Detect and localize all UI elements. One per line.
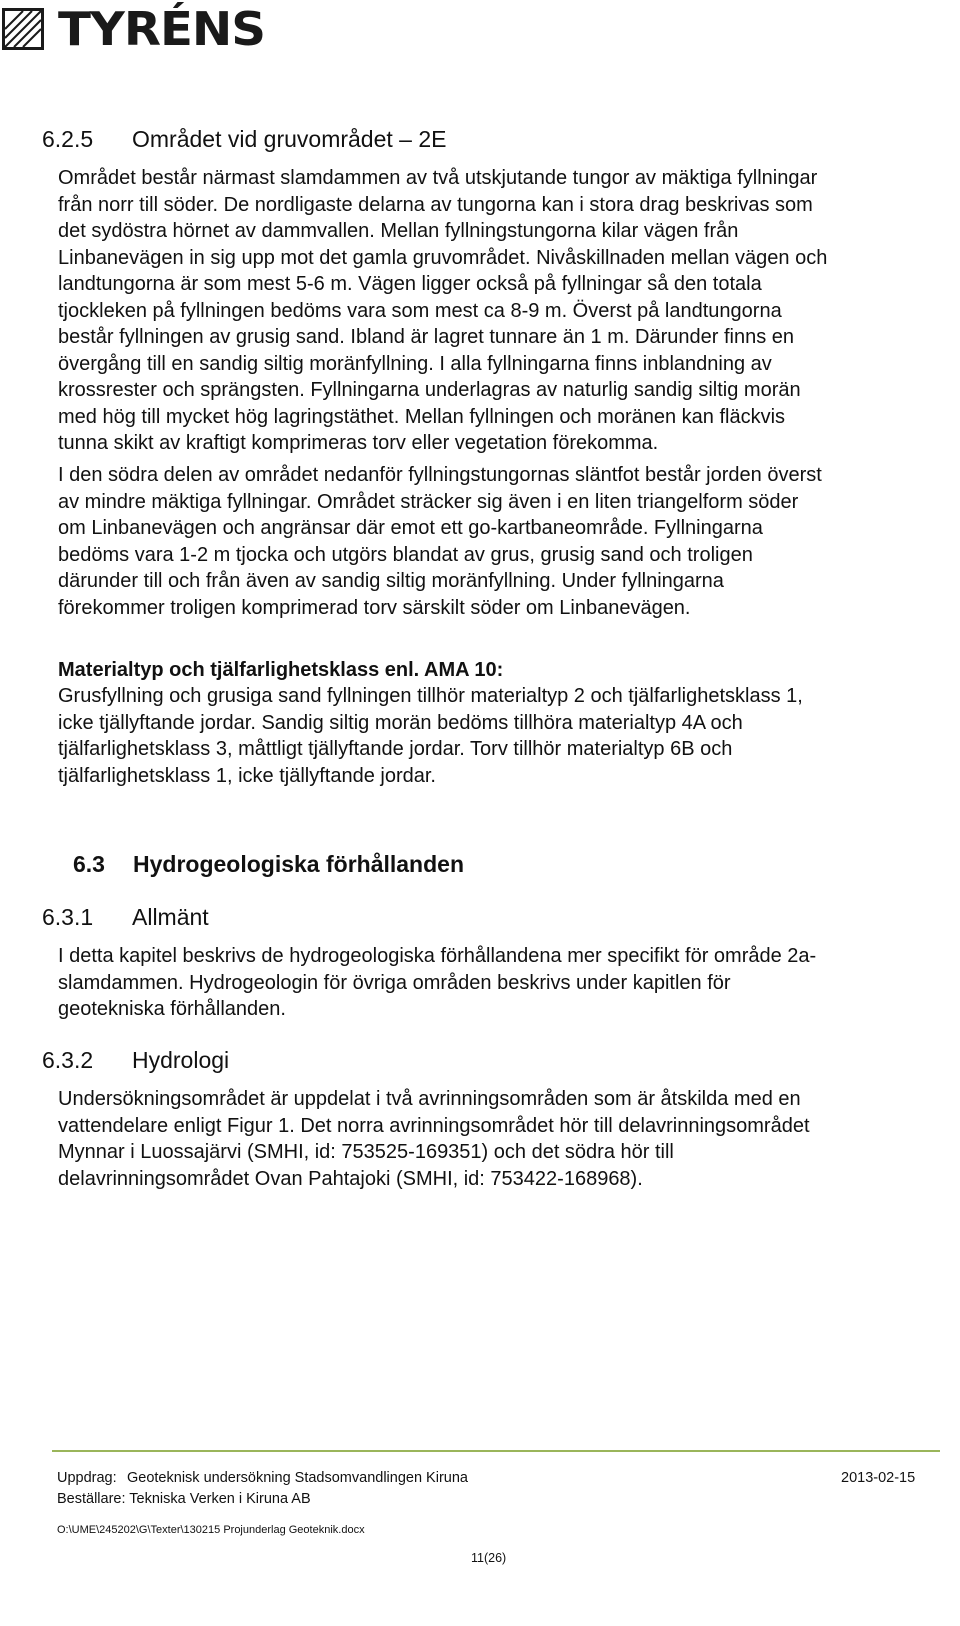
text-line: tjälfarlighetsklass 1, icke tjällyftande jordar. xyxy=(58,764,436,787)
footer-assignment-label: Uppdrag: xyxy=(57,1470,117,1486)
text-line: därunder till och från även av sandig siltig moränfyllning. Under fyllningarna xyxy=(58,570,724,592)
section-title: Området vid gruvområdet – 2E xyxy=(132,126,447,152)
text-line: av mindre mäktiga fyllningar. Området sträcker sig även i en liten triangelform söder xyxy=(58,490,799,513)
paragraph-general xyxy=(58,943,940,1023)
tyrens-square-logo-icon xyxy=(2,8,44,50)
section-number: 6.3 xyxy=(73,851,105,877)
text-line: förekommer troligen komprimerad torv särskilt söder om Linbanevägen. xyxy=(58,596,691,619)
paragraph-southern-area xyxy=(58,462,940,621)
text-line: geotekniska förhållanden. xyxy=(58,998,286,1020)
text-line: tjälfarlighetsklass 3, måttligt tjällyftande jordar. Torv tillhör materialtyp 6B och xyxy=(58,738,733,760)
paragraph-hydrology xyxy=(58,1086,940,1192)
text-line: Grusfyllning och grusiga sand fyllningen tillhör materialtyp 2 och tjälfarlighetsklass 1, xyxy=(58,685,803,707)
text-line: vattendelare enligt Figur 1. Det norra avrinningsområdet hör till delavrinningsområdet xyxy=(58,1114,810,1137)
text-line: Undersökningsområdet är uppdelat i två avrinningsområden som är åtskilda med en xyxy=(58,1088,801,1110)
text-line: det sydöstra hörnet av dammvallen. Mellan fyllningstungorna kilar vägen från xyxy=(58,220,739,242)
footer-assignment xyxy=(57,1469,468,1487)
logo-wordmark: TYRÉNS xyxy=(58,2,266,56)
text-line: krossrester och sprängsten. Fyllningarna underlagras av naturlig sandig siltig morän xyxy=(58,379,801,401)
footer-client: Beställare: Tekniska Verken i Kiruna AB xyxy=(57,1491,311,1507)
text-line: består fyllningen av grusig sand. Ibland är lagret tunnare än 1 m. Därunder finns en xyxy=(58,326,794,348)
text-line: Området består närmast slamdammen av två utskjutande tungor av mäktiga fyllningar xyxy=(58,167,818,189)
section-title: Hydrologi xyxy=(132,1047,230,1073)
footer-page-number: 11(26) xyxy=(471,1551,507,1565)
text-line: landtungorna är som mest 5-6 m. Vägen ligger också på fyllningar så den totala xyxy=(58,273,762,295)
text-line: slamdammen. Hydrogeologin för övriga områden beskrivs under kapitlen för xyxy=(58,971,731,994)
footer-date: 2013-02-15 xyxy=(841,1470,916,1486)
text-line: bedöms vara 1-2 m tjocka och utgörs blandat av grus, grusig sand och troligen xyxy=(58,543,753,566)
paragraph-material-type xyxy=(58,683,940,789)
text-line: Mynnar i Luossajärvi (SMHI, id: 753525-169351) och det södra hör till xyxy=(58,1141,674,1163)
text-line: från norr till söder. De nordligaste delarna av tungorna kan i stora drag beskrivas som xyxy=(58,193,813,216)
footer-file-path: O:\UME\245202\G\Texter\130215 Projunderlag Geoteknik.docx xyxy=(57,1524,365,1536)
section-number: 6.3.1 xyxy=(42,904,94,930)
section-heading-6-2-5 xyxy=(42,125,446,153)
footer-assignment-value: Geoteknisk undersökning Stadsomvandlingen Kiruna xyxy=(127,1470,468,1486)
section-number: 6.3.2 xyxy=(42,1047,94,1073)
text-line: I den södra delen av området nedanför fyllningstungornas släntfot består jorden överst xyxy=(58,464,822,486)
section-heading-6-3 xyxy=(73,850,464,878)
text-line: övergång till en sandig siltig moränfyllning. I alla fyllningarna finns inblandning av xyxy=(58,352,772,375)
text-line: om Linbanevägen och angränsar där emot ett go-kartbaneområde. Fyllningarna xyxy=(58,517,763,539)
text-line: icke tjällyftande jordar. Sandig siltig morän bedöms tillhöra materialtyp 4A och xyxy=(58,711,743,734)
text-line: delavrinningsområdet Ovan Pahtajoki (SMHI, id: 753422-168968). xyxy=(58,1167,643,1190)
text-line: I detta kapitel beskrivs de hydrogeologiska förhållandena mer specifikt för område 2a- xyxy=(58,945,817,967)
text-line: med hög till mycket hög lagringstäthet. Mellan fyllningen och moränen kan fläckvis xyxy=(58,405,786,428)
text-line: tjockleken på fyllningen bedöms vara som mest ca 8-9 m. Överst på landtungorna xyxy=(58,299,782,322)
section-title: Allmänt xyxy=(132,904,209,930)
section-number: 6.2.5 xyxy=(42,126,94,152)
section-title: Hydrogeologiska förhållanden xyxy=(133,851,464,877)
paragraph-fill-description xyxy=(58,165,940,457)
section-heading-6-3-1 xyxy=(42,903,209,931)
section-heading-6-3-2 xyxy=(42,1046,229,1074)
company-logo xyxy=(2,2,266,56)
text-line: tunna skikt av kraftigt komprimeras torv eller vegetation förekomma. xyxy=(58,432,659,454)
footer-rule xyxy=(52,1450,940,1452)
subheading-ama: Materialtyp och tjälfarlighetsklass enl. AMA 10: xyxy=(58,659,504,681)
text-line: Linbanevägen in sig upp mot det gamla gruvområdet. Nivåskillnaden mellan vägen och xyxy=(58,246,828,269)
